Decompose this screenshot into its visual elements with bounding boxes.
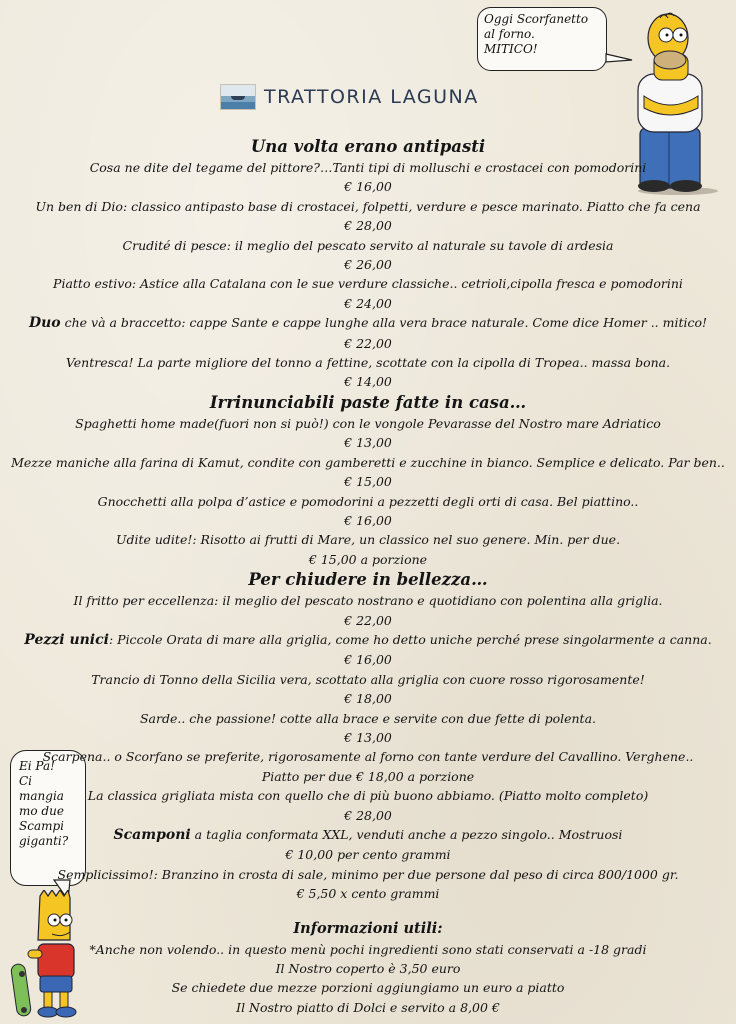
bart-bubble-line: giganti? (19, 834, 69, 848)
bart-bubble-line: Ci (19, 774, 33, 788)
restaurant-name: TRATTORIA LAGUNA (264, 86, 479, 108)
menu-item-line (0, 630, 736, 650)
menu-item-bold-name: Scamponi (113, 827, 191, 843)
menu-price: € 24,00 (344, 295, 392, 311)
menu-price: € 5,50 x cento grammi (296, 886, 440, 902)
section-title-paste: Irrinunciabili paste fatte in casa… (209, 392, 527, 412)
menu-item-line: Spaghetti home made(fuori non si può!) con le vongole Pevarasse del Nostro mare Adriatico (75, 415, 661, 431)
menu-price: € 10,00 per cento grammi (285, 847, 451, 863)
homer-bubble-line: MITICO! (484, 42, 538, 56)
menu-price: € 13,00 (344, 729, 392, 745)
menu-price: € 16,00 (344, 512, 392, 528)
menu-item-line: Mezze maniche alla farina di Kamut, condite con gamberetti e zucchine in bianco. Semplice e delicato. Par ben.. (11, 454, 725, 470)
lagoon-logo-icon (220, 84, 256, 110)
info-line: *Anche non volendo.. in questo menù pochi ingredienti sono stati conservati a -18 gradi (89, 941, 647, 957)
section-title-antipasti: Una volta erano antipasti (250, 137, 486, 156)
homer-speech-bubble (477, 7, 607, 71)
menu-price: € 16,00 (344, 179, 392, 195)
menu-item-line: Un ben di Dio: classico antipasto base di crostacei, folpetti, verdure e pesce marinato. Piatto che fa cena (35, 198, 701, 214)
menu-price: € 18,00 (344, 691, 392, 707)
menu-item-bold-name: Duo (28, 315, 61, 332)
menu-item-bold-name: Pezzi unici (24, 631, 109, 648)
menu-item-line: Udite udite!: Risotto ai frutti di Mare, un classico nel suo genere. Min. per due. (115, 532, 621, 548)
section-title-info: Informazioni utili: (293, 919, 443, 937)
menu-item-line (0, 825, 736, 845)
menu-price: € 13,00 (344, 435, 392, 451)
menu-price: € 14,00 (344, 374, 392, 390)
menu-price: € 22,00 (344, 335, 392, 351)
info-line: Il Nostro coperto è 3,50 euro (275, 961, 461, 977)
menu-item-line: Cosa ne dite del tegame del pittore?…Tanti tipi di molluschi e crostacei con pomodorini (89, 160, 647, 175)
menu-price: € 26,00 (344, 257, 392, 273)
bart-bubble-line: mo due (19, 804, 64, 818)
menu-price: € 15,00 (344, 474, 392, 490)
info-line: Il Nostro piatto di Dolci e servito a 8,00 € (236, 999, 500, 1015)
menu-price: € 16,00 (344, 652, 392, 668)
menu-header (220, 83, 479, 111)
menu-price: Piatto per due € 18,00 a porzione (261, 768, 475, 784)
menu-item-line: Piatto estivo: Astice alla Catalana con le sue verdure classiche.. cetrioli,cipolla fresca e pomodorini (53, 276, 683, 292)
bart-bubble-line: mangia (19, 789, 64, 803)
menu-item-line: Crudité di pesce: il meglio del pescato servito al naturale su tavole di ardesia (122, 237, 614, 253)
bart-bubble-line: Scampi (19, 819, 64, 833)
menu-item-line: Gnocchetti alla polpa d’astice e pomodorini a pezzetti degli orti di casa. Bel piattino.. (97, 493, 639, 509)
menu-item-text: : Piccole Orata di mare alla griglia, come ho detto uniche perché prese singolarmente a canna. (108, 631, 712, 647)
bart-bubble-line: Ei Pa! (19, 759, 55, 773)
menu-content (0, 136, 736, 1017)
menu-item-text: a taglia conformata XXL, venduti anche a pezzo singolo.. Mostruosi (190, 827, 623, 842)
menu-item-line (0, 313, 736, 333)
menu-item-line: Ventresca! La parte migliore del tonno a fettine, scottate con la cipolla di Tropea.. massa bona. (65, 355, 671, 371)
info-line: Se chiedete due mezze porzioni aggiungiamo un euro a piatto (171, 980, 565, 996)
menu-item-line: Trancio di Tonno della Sicilia vera, scottato alla griglia con cuore rosso rigorosamente! (91, 671, 645, 687)
menu-price: € 22,00 (344, 612, 392, 628)
menu-price: € 28,00 (344, 218, 392, 234)
menu-item-line: Semplicissimo!: Branzino in crosta di sale, minimo per due persone dal peso di circa 800/1000 gr. (57, 866, 679, 882)
menu-price: € 15,00 a porzione (308, 551, 428, 567)
menu-item-line: Scarpena.. o Scorfano se preferite, rigorosamente al forno con tante verdure del Cavallino. Verghene.. (42, 749, 694, 765)
section-title-secondi: Per chiudere in bellezza… (248, 570, 488, 590)
homer-bubble-line: al forno. (484, 27, 535, 41)
menu-price: € 28,00 (344, 807, 392, 823)
menu-item-text: che và a braccetto: cappe Sante e cappe lunghe alla vera brace naturale. Come dice Homer .. mitico! (60, 315, 708, 331)
homer-bubble-line: Oggi Scorfanetto (484, 12, 589, 26)
menu-item-line: Il fritto per eccellenza: il meglio del pescato nostrano e quotidiano con polentina alla griglia. (73, 593, 663, 609)
menu-item-line: La classica grigliata mista con quello che di più buono abbiamo. (Piatto molto completo) (87, 788, 649, 804)
menu-item-line: Sarde.. che passione! cotte alla brace e servite con due fette di polenta. (139, 710, 597, 726)
